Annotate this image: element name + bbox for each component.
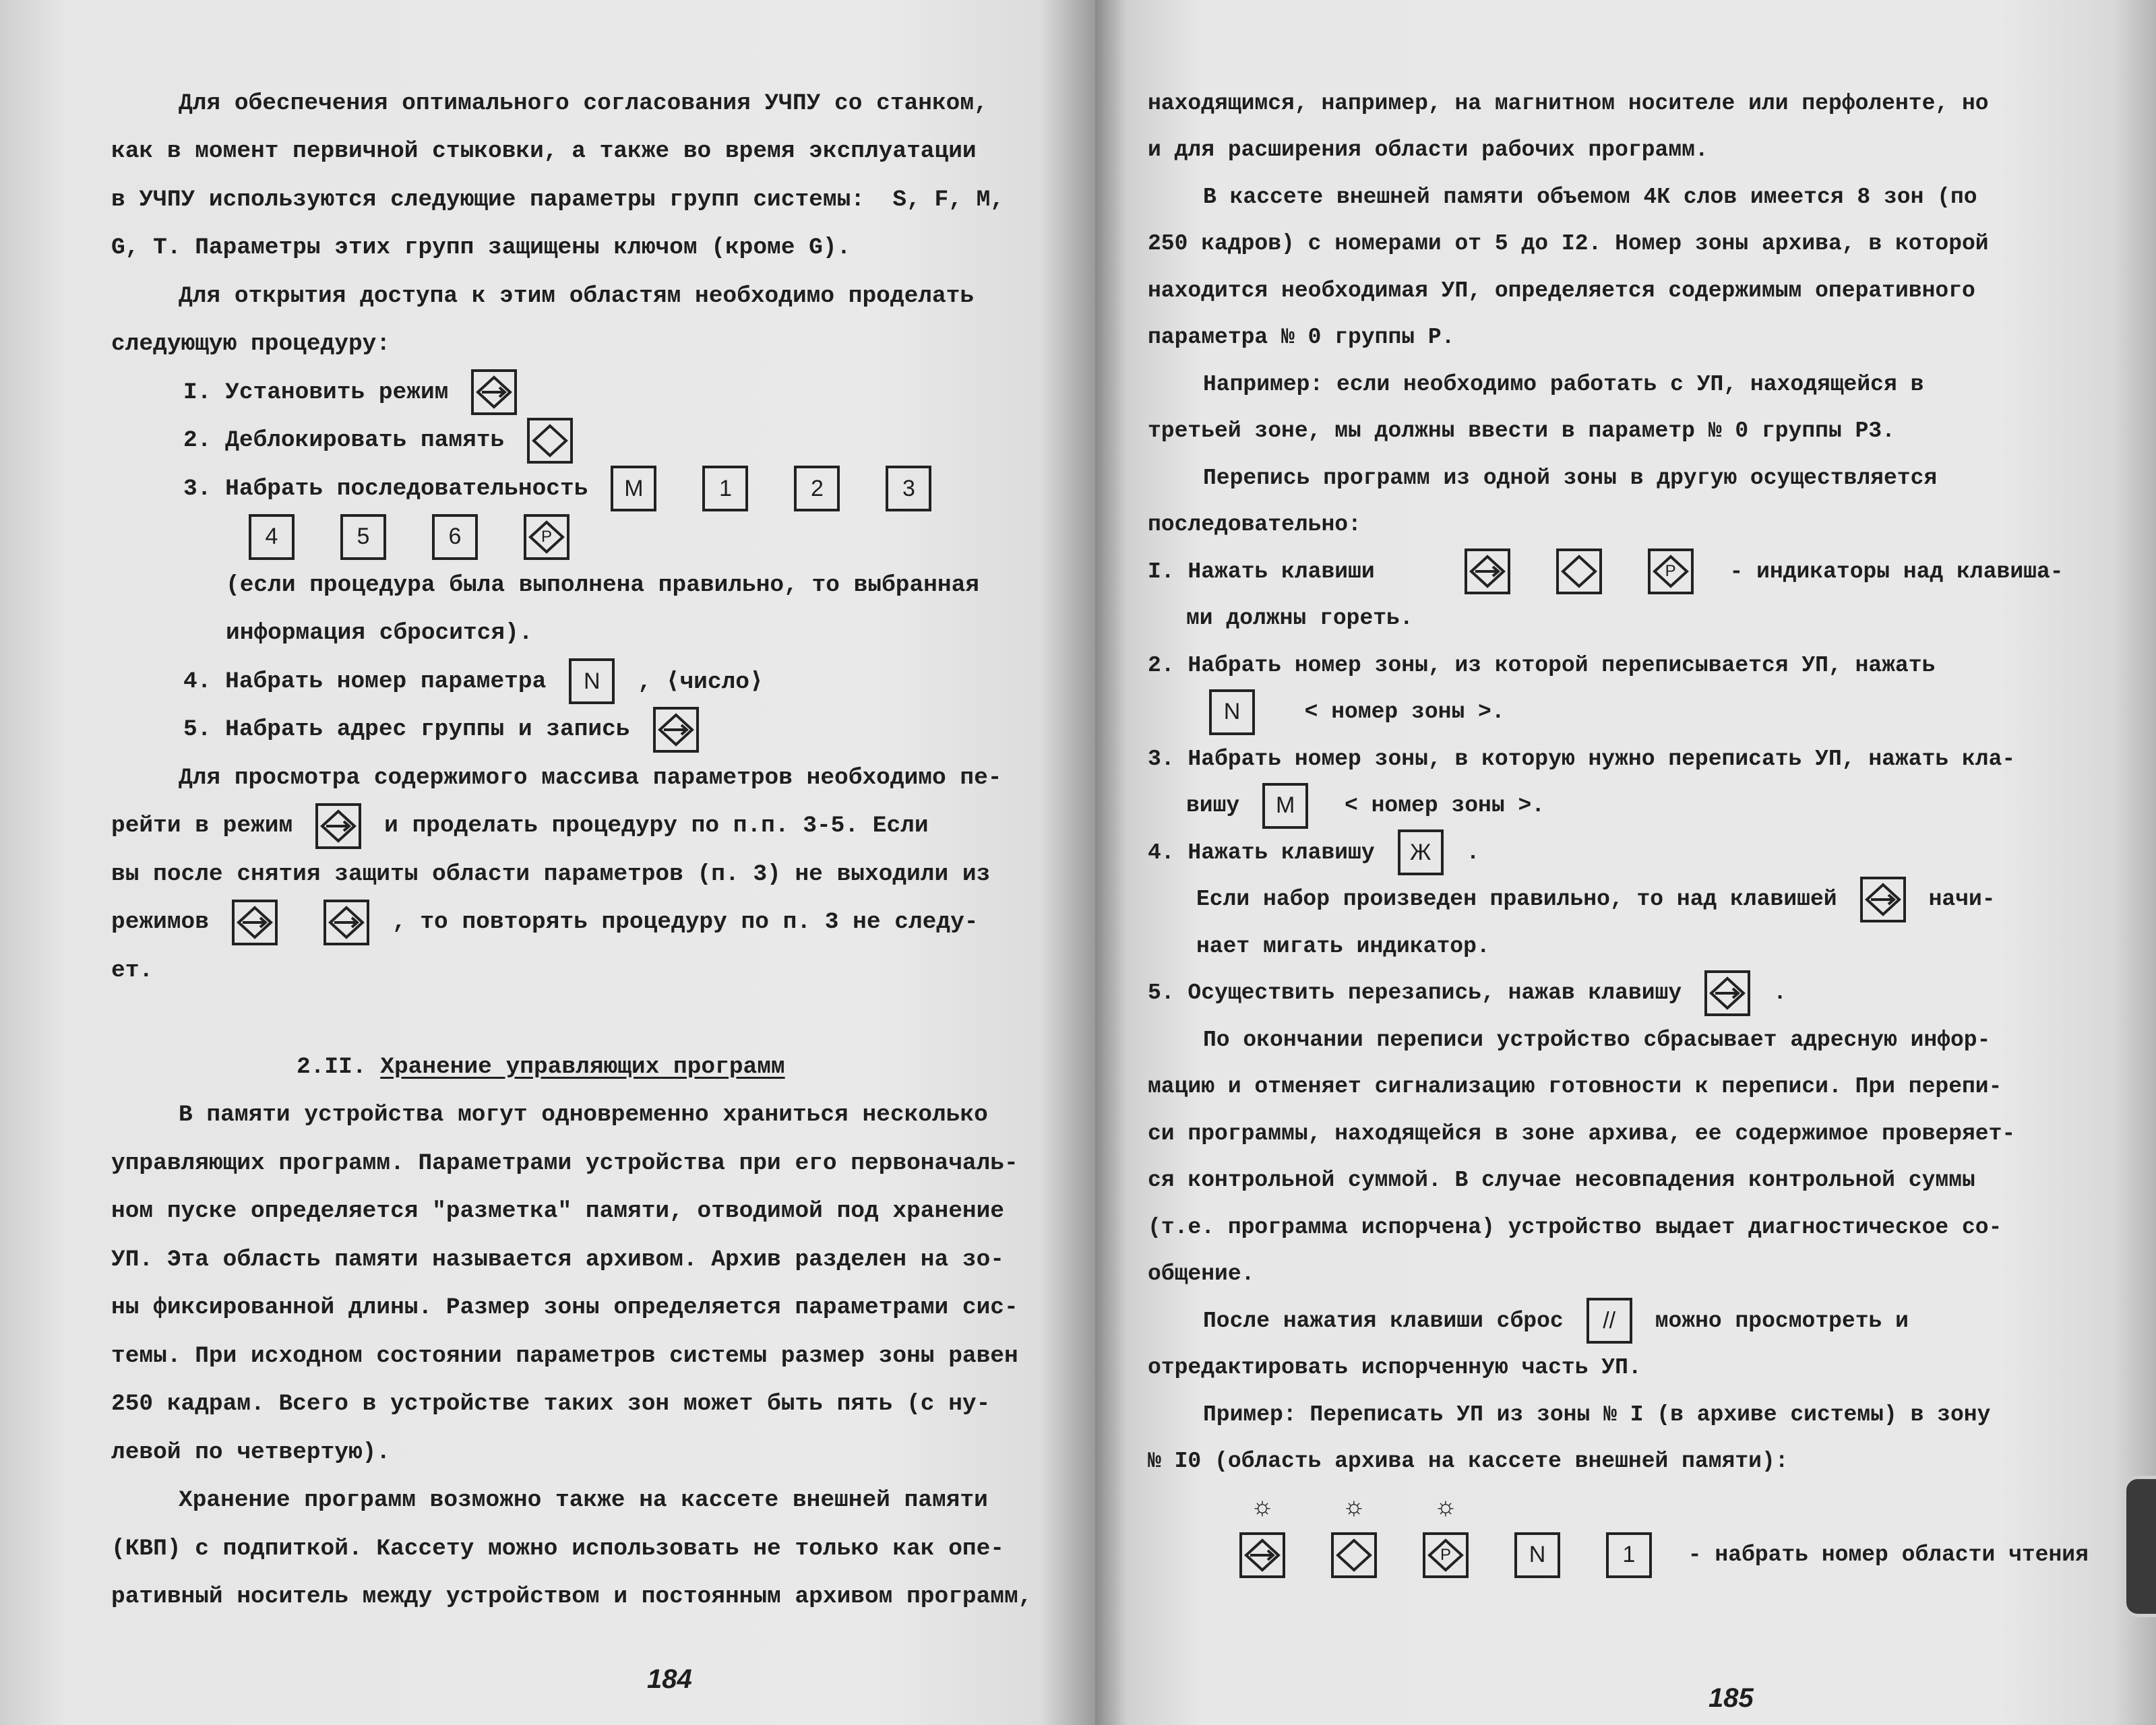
text-segment: 2. Набрать номер зоны, из которой переписывается УП, нажать xyxy=(1148,652,1936,678)
text-segment: отредактировать испорченную часть УП. xyxy=(1148,1355,1642,1380)
text-segment: . xyxy=(1773,980,1787,1005)
text-line xyxy=(183,658,764,705)
key-label: 1 xyxy=(1622,1542,1636,1567)
text-line xyxy=(111,850,990,898)
enter-mode-key-icon xyxy=(1704,970,1750,1016)
text-line xyxy=(1148,1157,1975,1204)
text-segment: В памяти устройства могут одновременно храниться несколько xyxy=(179,1102,988,1128)
text-segment: 250 кадров) с номерами от 5 до I2. Номер зоны архива, в которой xyxy=(1148,231,1989,256)
text-segment: 2.II. xyxy=(297,1053,381,1080)
text-line xyxy=(111,1381,990,1428)
key-label: 5 xyxy=(357,524,370,549)
text-line xyxy=(1186,595,1413,642)
text-segment: - набрать номер области чтения xyxy=(1675,1542,2089,1567)
enter-mode-key-icon xyxy=(471,369,517,415)
text-line xyxy=(111,803,929,850)
key-label: N xyxy=(584,668,600,694)
text-line xyxy=(111,1429,390,1476)
text-segment: ны фиксированной длины. Размер зоны определяется параметрами сис- xyxy=(111,1294,1018,1321)
text-line xyxy=(111,321,390,368)
text-segment: 3. Набрать последовательность xyxy=(183,475,588,502)
text-segment: Если набор произведен правильно, то над клавишей xyxy=(1196,887,1837,912)
text-line xyxy=(1148,1203,2002,1251)
diamond-key-icon xyxy=(1331,1532,1377,1578)
diamond-key-icon xyxy=(1556,548,1602,594)
key-label: Ж xyxy=(1409,839,1431,865)
enter-mode-key-icon xyxy=(232,900,278,945)
key-label: 4 xyxy=(265,524,278,549)
text-segment: можно просмотреть и xyxy=(1655,1308,1909,1334)
text-line xyxy=(1203,1016,1990,1063)
text-segment: ном пуске определяется "разметка" памяти, отводимой под хранение xyxy=(111,1198,1005,1224)
text-segment: Для обеспечения оптимального согласования УЧПУ со станком, xyxy=(179,90,988,117)
text-segment: начи- xyxy=(1928,887,1996,912)
text-line xyxy=(1148,1063,2002,1110)
text-line xyxy=(179,1092,988,1139)
key-icon xyxy=(1262,783,1308,829)
text-line xyxy=(226,561,979,608)
text-line xyxy=(1216,1532,2089,1579)
text-segment: нает мигать индикатор. xyxy=(1196,933,1490,959)
text-line xyxy=(179,1477,988,1524)
text-segment: режимов xyxy=(111,909,209,935)
text-segment: Для просмотра содержимого массива параметров необходимо пе- xyxy=(179,764,1002,791)
text-segment: < номер зоны >. xyxy=(1278,699,1505,724)
text-segment: Хранение программ возможно также на кассете внешней памяти xyxy=(179,1487,988,1513)
text-line xyxy=(1148,314,1454,361)
text-segment: 3. Набрать номер зоны, в которую нужно переписать УП, нажать кла- xyxy=(1148,746,2016,772)
indicator-star-icon: ☼ xyxy=(1345,1493,1362,1524)
text-segment: находящимся, например, на магнитном носителе или перфоленте, но xyxy=(1148,90,1989,116)
text-segment: Пример: Переписать УП из зоны № I (в архиве системы) в зону xyxy=(1203,1402,1991,1427)
text-line xyxy=(1148,80,1989,127)
text-segment: 4. Набрать номер параметра xyxy=(183,668,547,695)
text-line xyxy=(1148,829,1479,876)
key-icon xyxy=(340,514,386,560)
text-line xyxy=(179,272,974,319)
text-segment: как в момент первичной стыковки, а также во время эксплуатации xyxy=(111,138,977,164)
section-heading xyxy=(297,1043,785,1090)
text-line xyxy=(111,1525,1004,1572)
text-segment: управляющих программ. Параметрами устройства при его первоначаль- xyxy=(111,1150,1018,1177)
p-diamond-key-icon xyxy=(1423,1532,1469,1578)
text-segment: . xyxy=(1466,840,1480,865)
key-label: P xyxy=(1665,562,1676,580)
key-icon xyxy=(432,514,478,560)
text-segment: последовательно: xyxy=(1148,512,1361,537)
text-segment: УП. Эта область памяти называется архивом. Архив разделен на зо- xyxy=(111,1246,1005,1273)
text-segment: третьей зоне, мы должны ввести в параметр № 0 группы P3. xyxy=(1148,418,1895,443)
key-label: 1 xyxy=(718,475,732,501)
p-diamond-key-icon xyxy=(1648,548,1694,594)
text-segment: рейти в режим xyxy=(111,813,293,839)
text-line xyxy=(1148,1251,1254,1298)
text-segment: По окончании переписи устройство сбрасывает адресную инфор- xyxy=(1203,1027,1991,1053)
text-line xyxy=(1148,408,1895,455)
enter-mode-key-icon xyxy=(1860,877,1906,922)
key-icon xyxy=(1606,1532,1652,1578)
text-segment: находится необходимая УП, определяется содержимым оперативного xyxy=(1148,278,1975,303)
key-label: 2 xyxy=(810,475,824,501)
key-icon xyxy=(1587,1298,1632,1344)
text-line xyxy=(1148,735,2015,782)
p-diamond-key-icon xyxy=(524,514,569,560)
enter-mode-key-icon xyxy=(653,707,699,753)
text-line xyxy=(226,513,592,561)
text-segment: вы после снятия защиты области параметров (п. 3) не выходили из xyxy=(111,860,991,887)
text-segment: и для расширения области рабочих программ. xyxy=(1148,137,1708,162)
text-line xyxy=(183,369,540,416)
text-segment: 5. Набрать адрес группы и запись xyxy=(183,716,630,743)
text-line xyxy=(111,176,1004,223)
text-line xyxy=(111,128,977,175)
key-icon xyxy=(1514,1532,1560,1578)
key-label: 3 xyxy=(902,475,915,501)
right-page xyxy=(1095,0,2156,1725)
text-line xyxy=(183,465,954,512)
text-line xyxy=(1186,689,1505,736)
text-segment: и проделать процедуру по п.п. 3-5. Если xyxy=(384,813,929,839)
text-line xyxy=(1148,1110,2015,1157)
text-segment: следующую процедуру: xyxy=(111,331,391,357)
text-segment: (если процедура была выполнена правильно, то выбранная xyxy=(226,571,979,598)
text-segment: ми должны гореть. xyxy=(1186,606,1413,631)
text-segment: Для открытия доступа к этим областям необходимо проделать xyxy=(179,282,975,309)
text-line xyxy=(111,1188,1004,1235)
key-label: P xyxy=(541,527,552,546)
text-segment: I. Нажать клавиши xyxy=(1148,559,1442,584)
text-line xyxy=(111,947,153,994)
text-segment: После нажатия клавиши сброс xyxy=(1203,1308,1564,1334)
text-line xyxy=(1196,876,1996,923)
text-segment: , ⟨число⟩ xyxy=(638,669,764,695)
text-segment: в УЧПУ используются следующие параметры групп системы: S, F, M, xyxy=(111,186,1005,213)
text-line xyxy=(1148,1438,1789,1485)
text-line xyxy=(111,1332,1018,1379)
text-line xyxy=(1148,127,1708,174)
page-number: 185 xyxy=(1708,1683,1754,1713)
key-label: // xyxy=(1603,1307,1616,1334)
text-segment: 4. Нажать клавишу xyxy=(1148,840,1375,865)
key-icon xyxy=(1398,829,1444,875)
key-label: 6 xyxy=(448,524,462,549)
page-number: 184 xyxy=(647,1664,692,1694)
text-line xyxy=(111,1236,1004,1283)
text-line xyxy=(183,706,722,753)
text-segment: темы. При исходном состоянии параметров системы размер зоны равен xyxy=(111,1342,1018,1369)
text-segment: вишу xyxy=(1186,793,1240,818)
key-icon xyxy=(249,514,295,560)
text-segment: G, T. Параметры этих групп защищены ключом (кроме G). xyxy=(111,234,851,261)
text-segment: 250 кадрам. Всего в устройстве таких зон может быть пять (с ну- xyxy=(111,1391,991,1417)
text-line xyxy=(1148,1344,1642,1391)
text-line xyxy=(111,1573,1032,1621)
enter-mode-key-icon xyxy=(315,803,361,849)
text-line xyxy=(111,224,851,272)
text-line xyxy=(1203,454,1937,501)
text-segment: ративный носитель между устройством и постоянным архивом программ, xyxy=(111,1583,1033,1610)
text-line xyxy=(179,754,1002,801)
key-icon xyxy=(569,658,615,704)
text-segment: информация сбросится). xyxy=(226,620,533,646)
text-line xyxy=(1186,782,1545,829)
text-segment: 2. Деблокировать память xyxy=(183,427,505,453)
text-segment: Перепись программ из одной зоны в другую осуществляется xyxy=(1203,465,1938,491)
key-label: M xyxy=(624,475,644,501)
text-segment: мацию и отменяет сигнализацию готовности к переписи. При перепи- xyxy=(1148,1074,2002,1099)
text-line xyxy=(179,80,988,127)
text-line xyxy=(1148,267,1975,314)
text-segment: Например: если необходимо работать с УП, находящейся в xyxy=(1203,371,1924,397)
book-tab xyxy=(2123,1476,2156,1617)
text-line xyxy=(1148,970,1787,1017)
text-line xyxy=(1203,1297,1909,1344)
key-icon xyxy=(886,466,931,511)
text-segment: < номер зоны >. xyxy=(1331,793,1545,818)
text-line xyxy=(1148,641,1935,689)
enter-mode-key-icon xyxy=(1239,1532,1285,1578)
key-icon xyxy=(794,466,840,511)
key-icon xyxy=(702,466,748,511)
key-icon xyxy=(611,466,656,511)
text-segment: (КВП) с подпиткой. Кассету можно использовать не только как опе- xyxy=(111,1535,1005,1562)
section-title: Хранение управляющих программ xyxy=(380,1053,785,1080)
key-label: P xyxy=(1440,1545,1451,1564)
text-line xyxy=(111,899,978,946)
text-segment: I. Установить режим xyxy=(183,379,449,406)
text-line xyxy=(1148,548,2064,595)
text-line xyxy=(111,1284,1018,1331)
text-segment: , то повторять процедуру по п. 3 не следу- xyxy=(392,909,979,935)
text-line xyxy=(226,610,532,657)
key-icon xyxy=(1209,689,1255,735)
text-line xyxy=(1196,922,1490,970)
text-line xyxy=(183,417,596,464)
text-line xyxy=(1203,173,1977,220)
text-segment: ет. xyxy=(111,957,154,984)
text-segment: параметра № 0 группы P. xyxy=(1148,325,1455,350)
text-segment: № I0 (область архива на кассете внешней памяти): xyxy=(1148,1449,1789,1474)
key-label: M xyxy=(1276,792,1295,818)
indicator-star-icon: ☼ xyxy=(1437,1493,1454,1524)
text-line xyxy=(1216,1484,1491,1532)
enter-mode-key-icon xyxy=(1465,548,1510,594)
enter-mode-key-icon xyxy=(324,900,369,945)
indicator-star-icon: ☼ xyxy=(1254,1493,1270,1524)
text-segment: - индикаторы над клавиша- xyxy=(1716,559,2064,584)
text-line xyxy=(1148,220,1989,268)
key-label: N xyxy=(1223,699,1241,724)
text-segment: левой по четвертую). xyxy=(111,1439,391,1466)
text-segment: си программы, находящейся в зоне архива, ее содержимое проверяет- xyxy=(1148,1121,2016,1146)
text-segment: В кассете внешней памяти объемом 4К слов имеется 8 зон (по xyxy=(1203,184,1977,210)
text-segment: общение. xyxy=(1148,1261,1255,1286)
text-segment: 5. Осуществить перезапись, нажав клавишу xyxy=(1148,980,1682,1005)
text-line xyxy=(111,1139,1018,1187)
key-label: N xyxy=(1529,1542,1546,1567)
text-segment: ся контрольной суммой. В случае несовпадения контрольной суммы xyxy=(1148,1168,1975,1193)
text-line xyxy=(1148,501,1361,548)
text-segment: (т.е. программа испорчена) устройство выдает диагностическое со- xyxy=(1148,1214,2002,1240)
text-line xyxy=(1203,360,1923,408)
text-line xyxy=(1203,1391,1990,1438)
diamond-key-icon xyxy=(527,418,573,464)
